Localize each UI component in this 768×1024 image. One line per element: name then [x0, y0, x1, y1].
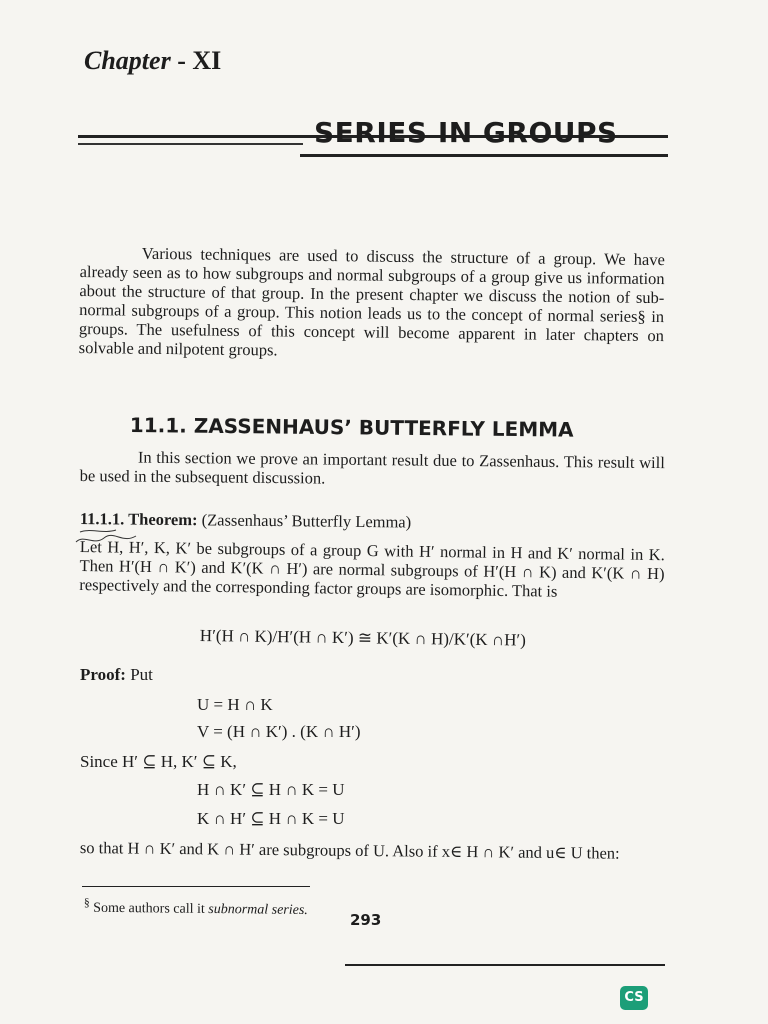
chapter-title: SERIES IN GROUPS [314, 116, 618, 149]
chapter-label [84, 46, 221, 76]
theorem-statement: Let H, H′, K, K′ be subgroups of a group G with H′ normal in H and K′ normal in K. Then H′(H ∩ K′) and K′(K ∩ H′) are normal subgroups of H′(H ∩ K) and K′(K ∩ H) respectively and the corresponding factor groups are isomorphic. That is [79, 537, 665, 601]
title-rule-lower [300, 154, 668, 157]
inclusion-2: K ∩ H′ ⊆ H ∩ K = U [197, 809, 345, 828]
proof-label: Proof: [80, 665, 126, 684]
footnote-emphasis: subnormal series. [208, 901, 308, 919]
intro-paragraph: Various techniques are used to discuss the structure of a group. We have already seen as to how subgroups and normal subgroups of a group give us information about the structure of that group. In the present chapter we discuss the notion of sub-normal subgroups of a group. This notion leads us to the concept of normal series§ in groups. The usefulness of this concept will become apparent in later chapters on solvable and nilpotent groups. [78, 243, 665, 360]
so-that-line: so that H ∩ K′ and K ∩ H′ are subgroups of U. Also if x∈ H ∩ K′ and u∈ U then: [79, 838, 620, 863]
footnote [84, 896, 308, 919]
inclusion-1: H ∩ K′ ⊆ H ∩ K = U [197, 780, 345, 799]
title-rule-left [78, 143, 303, 145]
section-intro: In this section we prove an important result due to Zassenhaus. This result will be used in the subsequent discussion. [79, 447, 665, 488]
footnote-text: Some authors call it [93, 900, 205, 917]
proof-put: Put [130, 665, 153, 684]
isomorphism-formula: H′(H ∩ K)/H′(H ∩ K′) ≅ K′(K ∩ H)/K′(K ∩H′) [199, 626, 526, 650]
theorem-name: (Zassenhaus’ Butterfly Lemma) [201, 510, 412, 532]
chapter-dash: - [177, 46, 186, 75]
chapter-numeral: XI [192, 46, 222, 75]
equation-v: V = (H ∩ K′) . (K ∩ H′) [197, 722, 361, 741]
page-number: 293 [350, 911, 382, 929]
footnote-rule [82, 886, 310, 887]
bottom-rule [345, 964, 665, 966]
chapter-prefix: Chapter [84, 46, 171, 75]
equation-u: U = H ∩ K [197, 695, 273, 714]
since-line: Since H′ ⊆ H, K′ ⊆ K, [80, 752, 237, 771]
theorem-label: 11.1.1. Theorem: [79, 509, 198, 530]
scanner-badge[interactable]: CS [620, 986, 648, 1010]
section-heading: 11.1. ZASSENHAUS’ BUTTERFLY LEMMA [129, 413, 574, 442]
footnote-mark: § [83, 896, 90, 910]
proof-start [80, 665, 153, 685]
